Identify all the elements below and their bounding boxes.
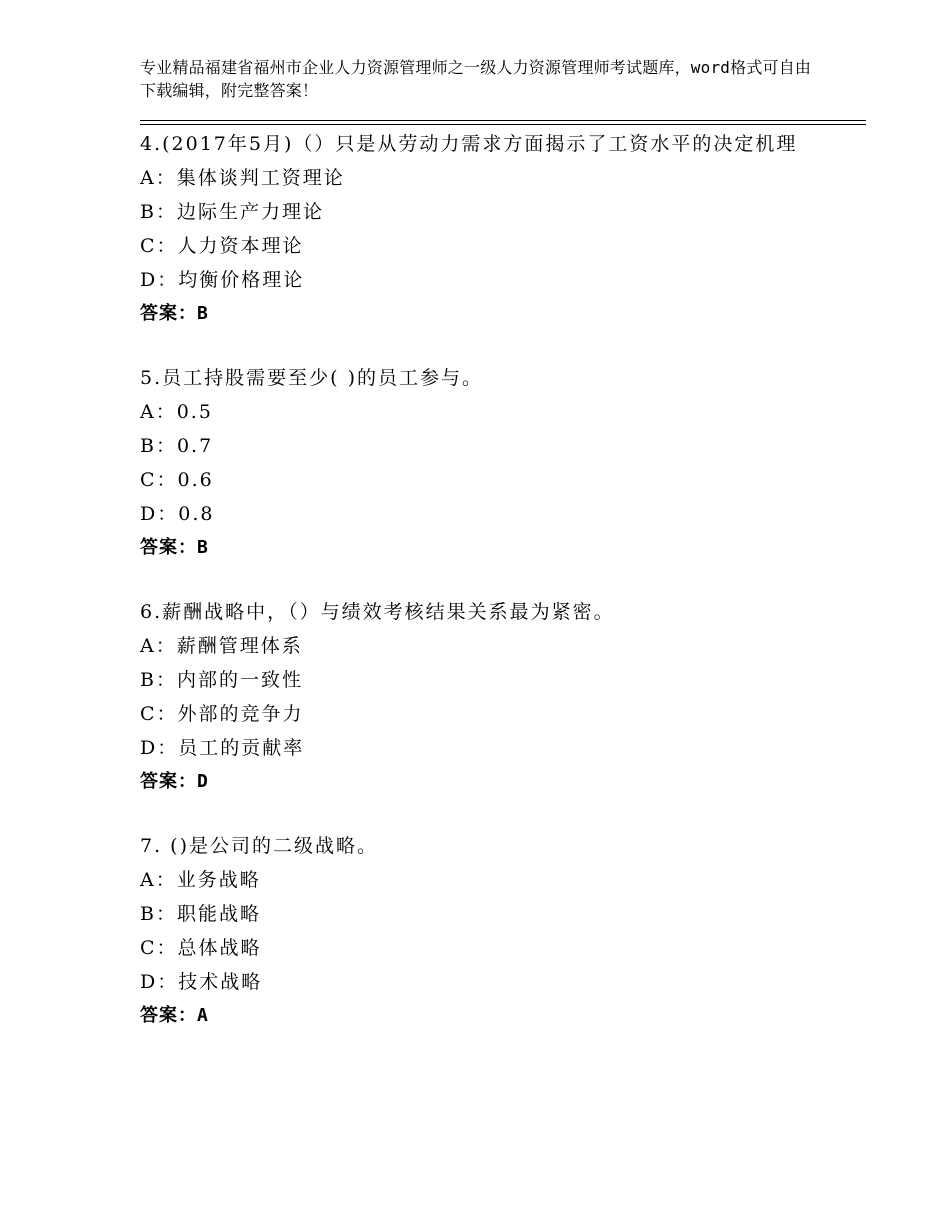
option-b: B：职能战略: [140, 903, 261, 925]
header-divider-top: [140, 120, 866, 121]
option-d: D：技术战略: [140, 971, 263, 993]
option-a: A：集体谈判工资理论: [140, 167, 345, 189]
option-a: A：薪酬管理体系: [140, 635, 303, 657]
option-b: B：内部的一致性: [140, 669, 303, 691]
answer-line: 答案：A: [140, 1005, 209, 1026]
question-item: [140, 361, 840, 565]
option-c: C：人力资本理论: [140, 235, 304, 257]
option-d: D：均衡价格理论: [140, 269, 305, 291]
option-c: C：0.6: [140, 469, 214, 491]
question-list: [140, 127, 840, 1063]
document-header: [140, 56, 820, 102]
header-divider-bottom: [140, 124, 866, 125]
option-c: C：总体战略: [140, 937, 262, 959]
question-stem: 4.(2017年5月)（）只是从劳动力需求方面揭示了工资水平的决定机理: [140, 133, 798, 155]
question-item: [140, 127, 840, 331]
question-stem: 6.薪酬战略中，（）与绩效考核结果关系最为紧密。: [140, 601, 615, 623]
question-item: [140, 829, 840, 1033]
option-b: B：0.7: [140, 435, 214, 457]
option-c: C：外部的竞争力: [140, 703, 304, 725]
option-d: D：0.8: [140, 503, 215, 525]
question-stem: 5.员工持股需要至少( )的员工参与。: [140, 367, 483, 389]
question-item: [140, 595, 840, 799]
answer-line: 答案：B: [140, 537, 209, 558]
question-stem: 7. ()是公司的二级战略。: [140, 835, 378, 857]
answer-line: 答案：B: [140, 303, 209, 324]
option-a: A：0.5: [140, 401, 213, 423]
option-b: B：边际生产力理论: [140, 201, 324, 223]
answer-line: 答案：D: [140, 771, 209, 792]
header-title: 专业精品福建省福州市企业人力资源管理师之一级人力资源管理师考试题库，word格式可自由下载编辑，附完整答案！: [140, 58, 812, 100]
option-d: D：员工的贡献率: [140, 737, 305, 759]
option-a: A：业务战略: [140, 869, 261, 891]
